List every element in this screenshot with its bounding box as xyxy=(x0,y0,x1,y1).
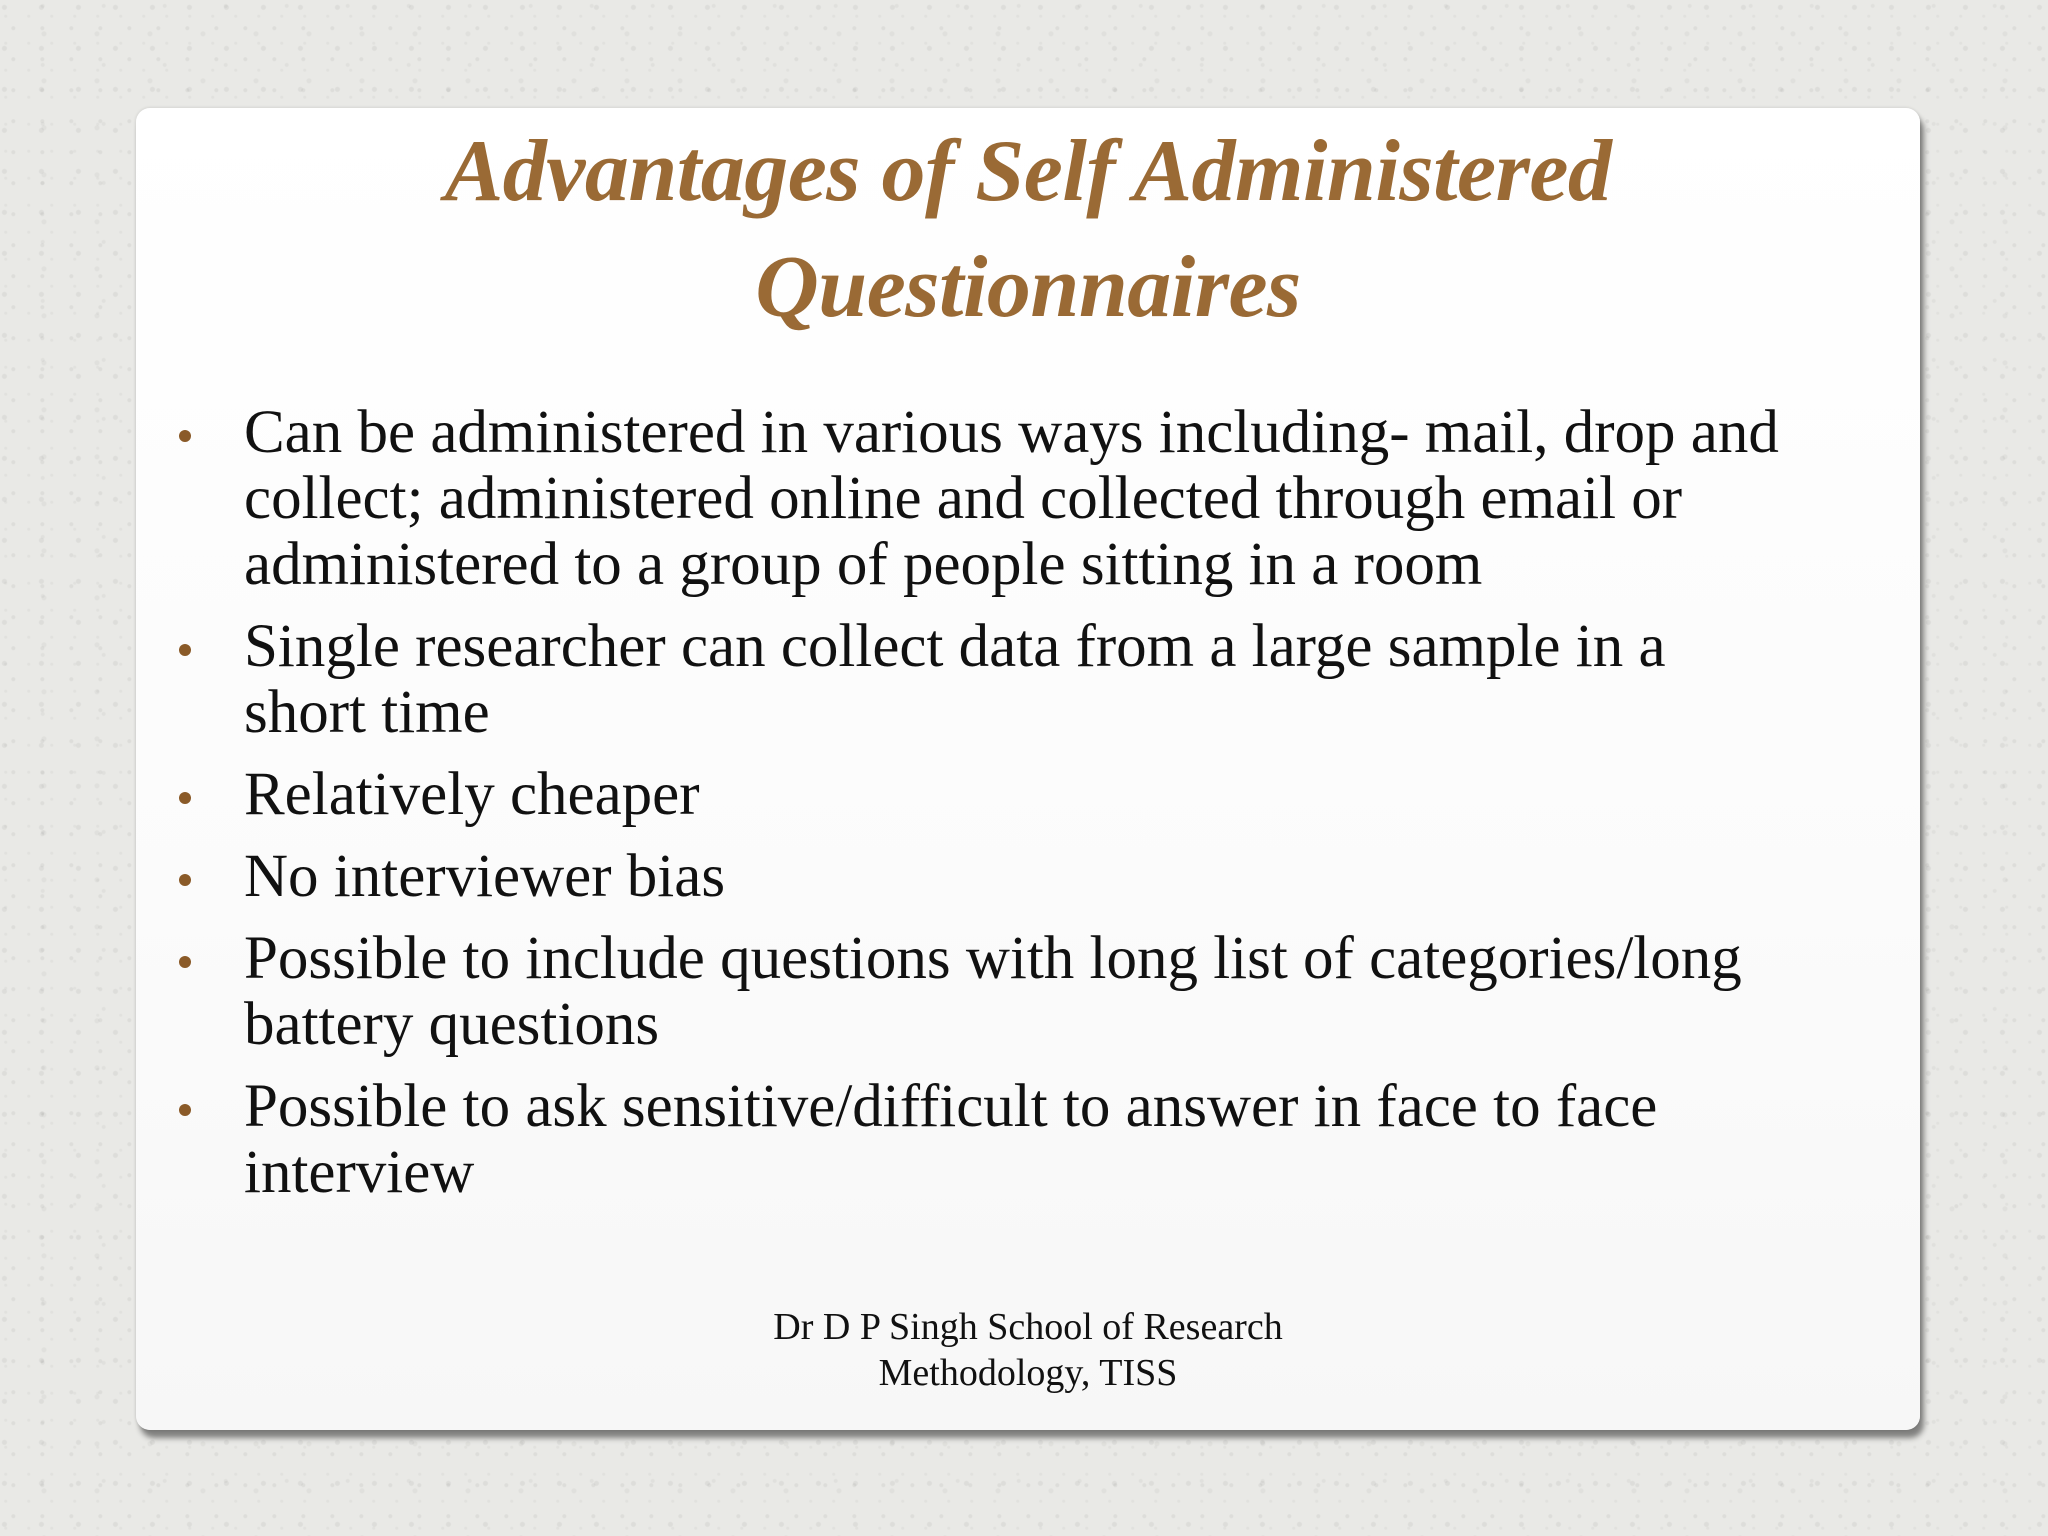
bullet-text-line: Single researcher can collect data from a large sample in a xyxy=(244,613,1666,680)
bullet-item-4 xyxy=(136,844,2036,910)
footer-line-2: Methodology, TISS xyxy=(878,1352,1178,1394)
bullet-text-line: Possible to ask sensitive/difficult to answer in face to face xyxy=(244,1073,1658,1140)
bullet-dot-icon xyxy=(179,1104,191,1116)
slide-title-line-2: Questionnaires xyxy=(755,239,1301,336)
bullet-text-line: short time xyxy=(244,679,490,746)
bullet-item-2 xyxy=(136,614,2036,746)
bullet-item-3 xyxy=(136,762,2036,828)
footer-line-1: Dr D P Singh School of Research xyxy=(773,1306,1283,1348)
bullet-text-line: No interviewer bias xyxy=(244,843,726,910)
bullet-dot-icon xyxy=(179,874,191,886)
bullet-text-line: collect; administered online and collected through email or xyxy=(244,465,1683,532)
bullet-text-line: Relatively cheaper xyxy=(244,761,700,828)
bullet-text-line: battery questions xyxy=(244,991,660,1058)
bullet-dot-icon xyxy=(179,644,191,656)
bullet-text-line: Can be administered in various ways including- mail, drop and xyxy=(244,399,1779,466)
bullet-text-line: administered to a group of people sitting in a room xyxy=(244,531,1483,598)
bullet-dot-icon xyxy=(179,792,191,804)
bullet-text-line: Possible to include questions with long list of categories/long xyxy=(244,925,1742,992)
slide-footer xyxy=(136,1304,1920,1396)
bullet-dot-icon xyxy=(179,956,191,968)
slide-card xyxy=(136,108,1920,1430)
bullet-item-6 xyxy=(136,1074,2036,1206)
bullet-item-1 xyxy=(136,400,2036,598)
slide-title-line-1: Advantages of Self Administered xyxy=(444,123,1612,220)
bullet-dot-icon xyxy=(179,430,191,442)
slide-title xyxy=(136,114,1920,346)
bullet-text-line: interview xyxy=(244,1139,475,1206)
bullet-list xyxy=(136,400,2036,1222)
bullet-item-5 xyxy=(136,926,2036,1058)
